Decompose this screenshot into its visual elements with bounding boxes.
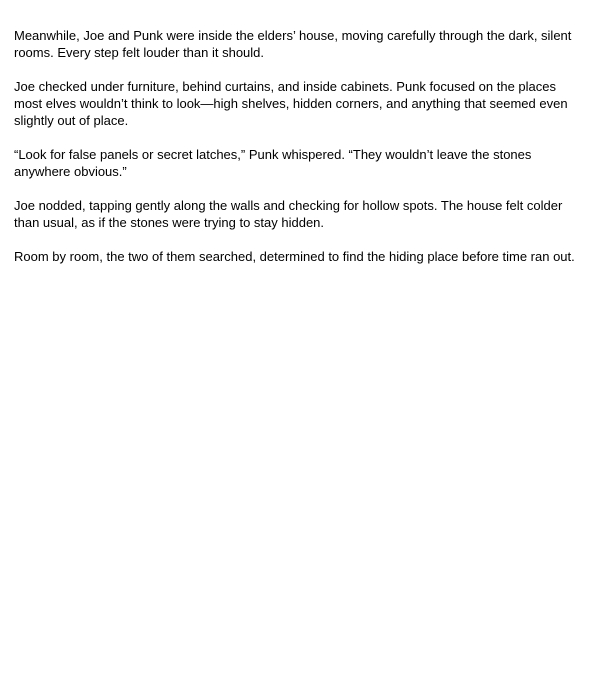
paragraph: Joe checked under furniture, behind curtains, and inside cabinets. Punk focused on the places most elves wouldn’t think to look—high shelves, hidden corners, and anything that seemed even slightly out of place.: [14, 79, 568, 128]
paragraph: Joe nodded, tapping gently along the walls and checking for hollow spots. The house felt colder than usual, as if the stones were trying to stay hidden.: [14, 198, 563, 230]
paragraph: Room by room, the two of them searched, determined to find the hiding place before time ran out.: [14, 249, 575, 264]
paragraph: “Look for false panels or secret latches,” Punk whispered. “They wouldn’t leave the stones anywhere obvious.”: [14, 147, 532, 179]
paragraph: Meanwhile, Joe and Punk were inside the elders’ house, moving carefully through the dark, silent rooms. Every step felt louder than it should.: [14, 28, 572, 60]
